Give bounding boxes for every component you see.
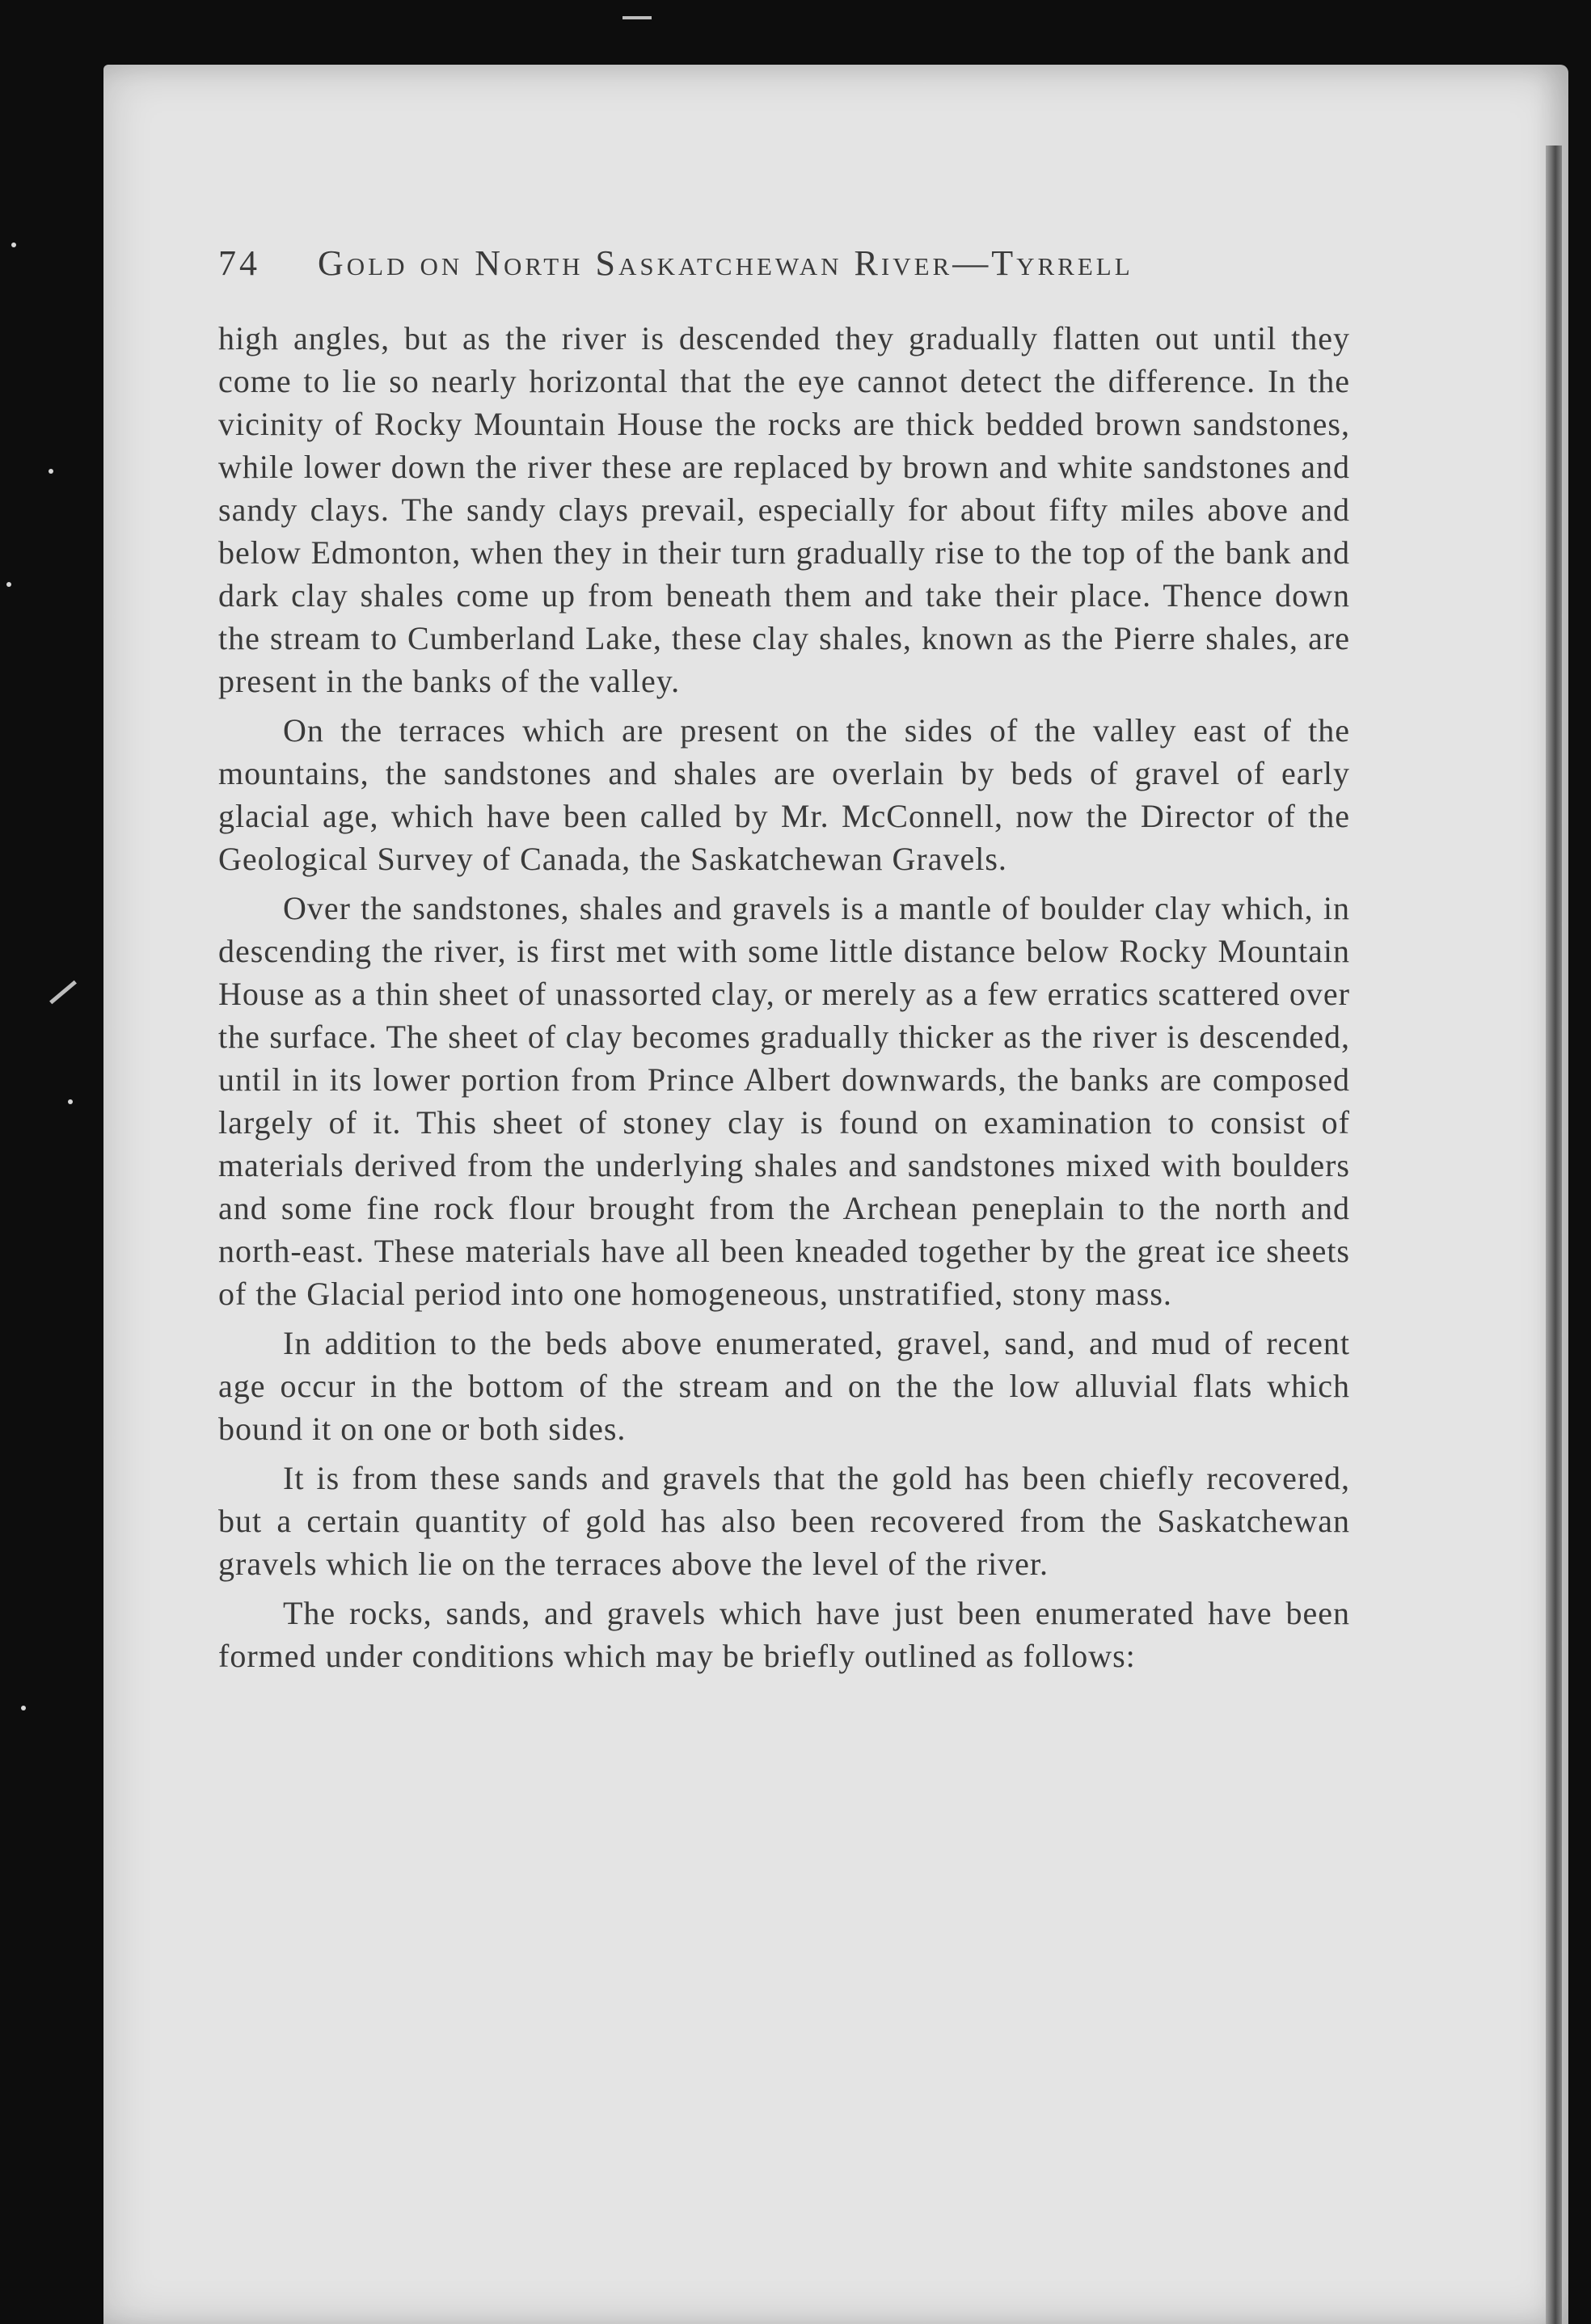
body-text — [218, 317, 1350, 1677]
dust-speck — [6, 582, 11, 587]
film-scratch — [49, 981, 77, 1005]
dust-speck — [68, 1099, 73, 1104]
paragraph: Over the sandstones, shales and gravels is a mantle of boulder clay which, in descending the river, is first met with some little distance below Rocky Mountain House as a thin sheet of unassorted clay, or merely as a few erratics scattered over the surface. The sheet of clay becomes gradually thicker as the river is descended, until in its lower portion from Prince Albert downwards, the banks are composed largely of it. This sheet of stoney clay is found on examination to consist of materials derived from the underlying shales and sandstones mixed with boulders and some fine rock flour brought from the Archean peneplain to the north and north-east. These materials have all been kneaded together by the great ice sheets of the Glacial period into one homogeneous, unstratified, stony mass. — [218, 890, 1350, 1312]
page-edge — [1546, 146, 1562, 2324]
paragraph: In addition to the beds above enumerated, gravel, sand, and mud of recent age occur in the bottom of the stream and on the the low alluvial flats which bound it on one or both sides. — [218, 1325, 1350, 1447]
running-header — [218, 243, 1269, 291]
dust-speck — [11, 243, 16, 247]
paragraph: The rocks, sands, and gravels which have just been enumerated have been formed under conditions which may be briefly outlined as follows: — [218, 1595, 1350, 1674]
running-title: Gold on North Saskatchewan River—Tyrrell — [318, 243, 1133, 283]
paragraph: high angles, but as the river is descended they gradually flatten out until they come to lie so nearly horizontal that the eye cannot detect the difference. In the vicinity of Rocky Mountain House the rocks are thick bedded brown sandstones, while lower down the river these are replaced by brown and white sandstones and sandy clays. The sandy clays prevail, especially for about fifty miles above and below Edmonton, when they in their turn gradually rise to the top of the bank and dark clay shales come up from beneath them and take their place. Thence down the stream to Cumberland Lake, these clay shales, known as the Pierre shales, are present in the banks of the valley. — [218, 320, 1350, 699]
film-scratch — [622, 16, 652, 19]
dust-speck — [21, 1706, 26, 1710]
paragraph: It is from these sands and gravels that the gold has been chiefly recovered, but a certain quantity of gold has also been recovered from the Saskatchewan gravels which lie on the terraces above the level of the river. — [218, 1460, 1350, 1582]
page-number: 74 — [218, 243, 260, 283]
dust-speck — [49, 469, 53, 474]
paragraph: On the terraces which are present on the sides of the valley east of the mountains, the sandstones and shales are overlain by beds of gravel of early glacial age, which have been called by Mr. McConnell, now the Director of the Geological Survey of Canada, the Saskatchewan Gravels. — [218, 712, 1350, 877]
